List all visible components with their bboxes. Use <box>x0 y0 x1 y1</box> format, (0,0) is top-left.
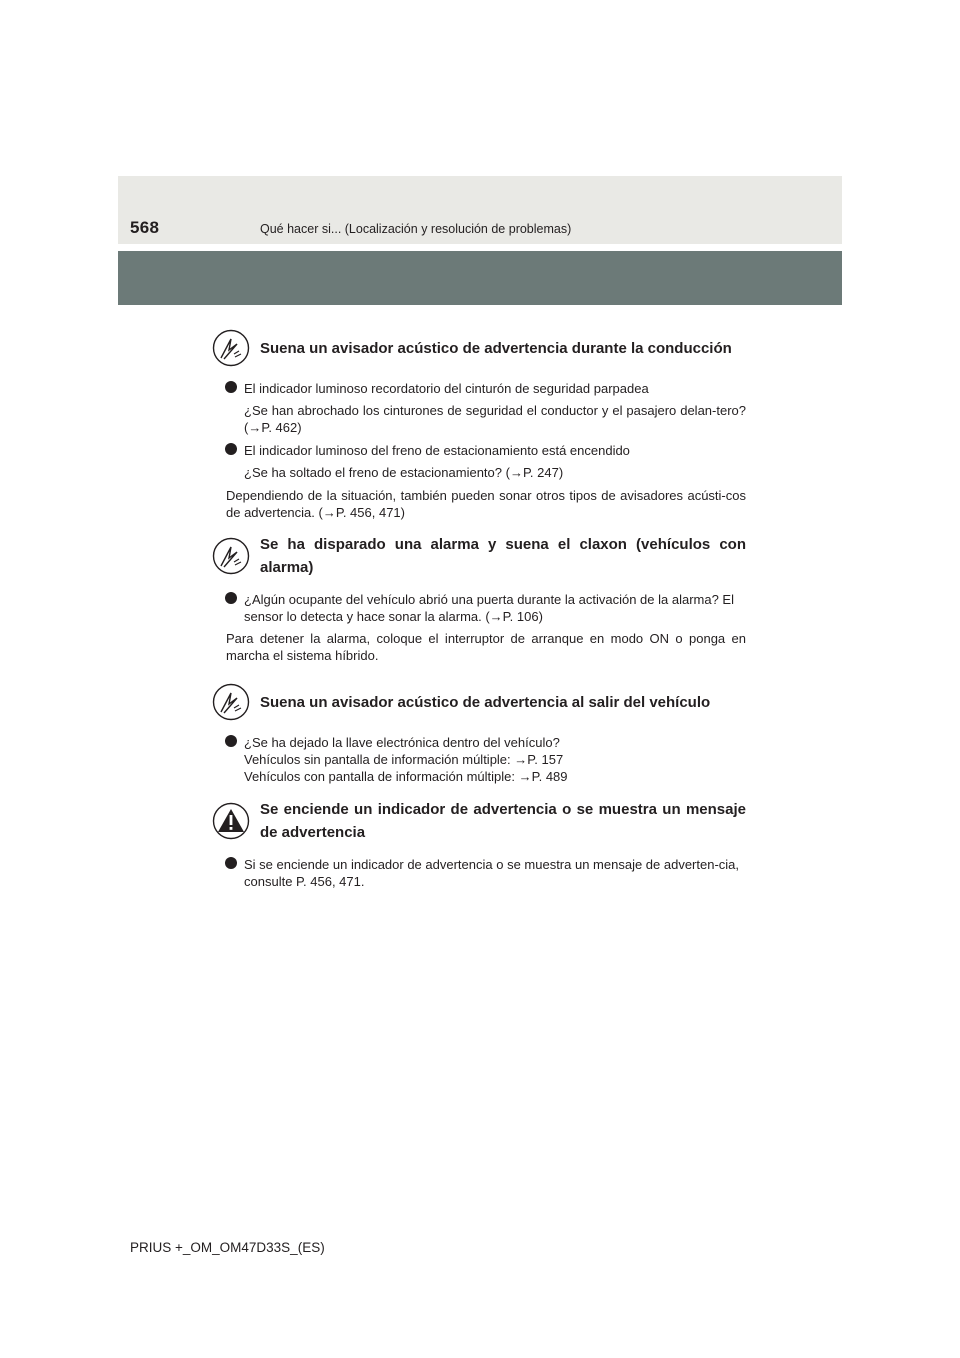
list-item: ¿Se ha dejado la llave electrónica dentro del vehículo? Vehículos sin pantalla de información múltiple: →P. 157 Vehículos con pantalla de información múltiple: →P. 489 <box>226 734 746 785</box>
list-item-detail: ¿Se ha soltado el freno de estacionamiento? (→P. 247) <box>244 465 564 480</box>
bullet-icon <box>225 443 237 455</box>
bullet-icon <box>225 381 237 393</box>
section-heading-exit <box>226 682 746 722</box>
bullet-icon <box>225 857 237 869</box>
section-title: Se enciende un indicador de advertencia o se muestra un mensaje de advertencia <box>260 801 746 841</box>
section-heading-driving <box>226 328 746 368</box>
list-item: El indicador luminoso del freno de estacionamiento está encendido <box>226 442 746 459</box>
page-content <box>226 328 746 895</box>
section-title: Se ha disparado una alarma y suena el claxon (vehículos con alarma) <box>260 536 746 576</box>
list-item: ¿Algún ocupante del vehículo abrió una puerta durante la activación de la alarma? El sensor lo detecta y hace sonar la alarma. (→P. 106) <box>226 591 746 625</box>
section-heading-alarm <box>226 533 746 579</box>
bullet-icon <box>225 592 237 604</box>
alarm-sound-icon <box>212 537 250 575</box>
bullet-icon <box>225 735 237 747</box>
exclamation-warning-icon <box>212 802 250 840</box>
note-paragraph: Para detener la alarma, coloque el interruptor de arranque en modo ON o ponga en marcha el sistema híbrido. <box>226 631 746 663</box>
section-band <box>118 251 842 305</box>
section-title: Suena un avisador acústico de advertencia al salir del vehículo <box>260 693 711 711</box>
header-title: Qué hacer si... (Localización y resolución de problemas) <box>260 222 572 236</box>
exit-sound-icon <box>212 683 250 721</box>
list-item-detail: ¿Se han abrochado los cinturones de seguridad el conductor y el pasajero delan-tero? (→P. 462) <box>244 403 746 435</box>
document-code: PRIUS +_OM_OM47D33S_(ES) <box>130 1240 325 1255</box>
section-heading-indicator <box>226 798 746 844</box>
warning-sound-icon <box>212 329 250 367</box>
list-item: Si se enciende un indicador de advertencia o se muestra un mensaje de adverten-cia, consulte P. 456, 471. <box>226 856 746 890</box>
list-item: El indicador luminoso recordatorio del cinturón de seguridad parpadea <box>226 380 746 397</box>
section-title: Suena un avisador acústico de advertencia durante la conducción <box>260 339 732 357</box>
note-paragraph: Dependiendo de la situación, también pueden sonar otros tipos de avisadores acústi-cos de advertencia. (→P. 456, 471) <box>226 488 746 520</box>
page-number: 568 <box>130 218 160 237</box>
